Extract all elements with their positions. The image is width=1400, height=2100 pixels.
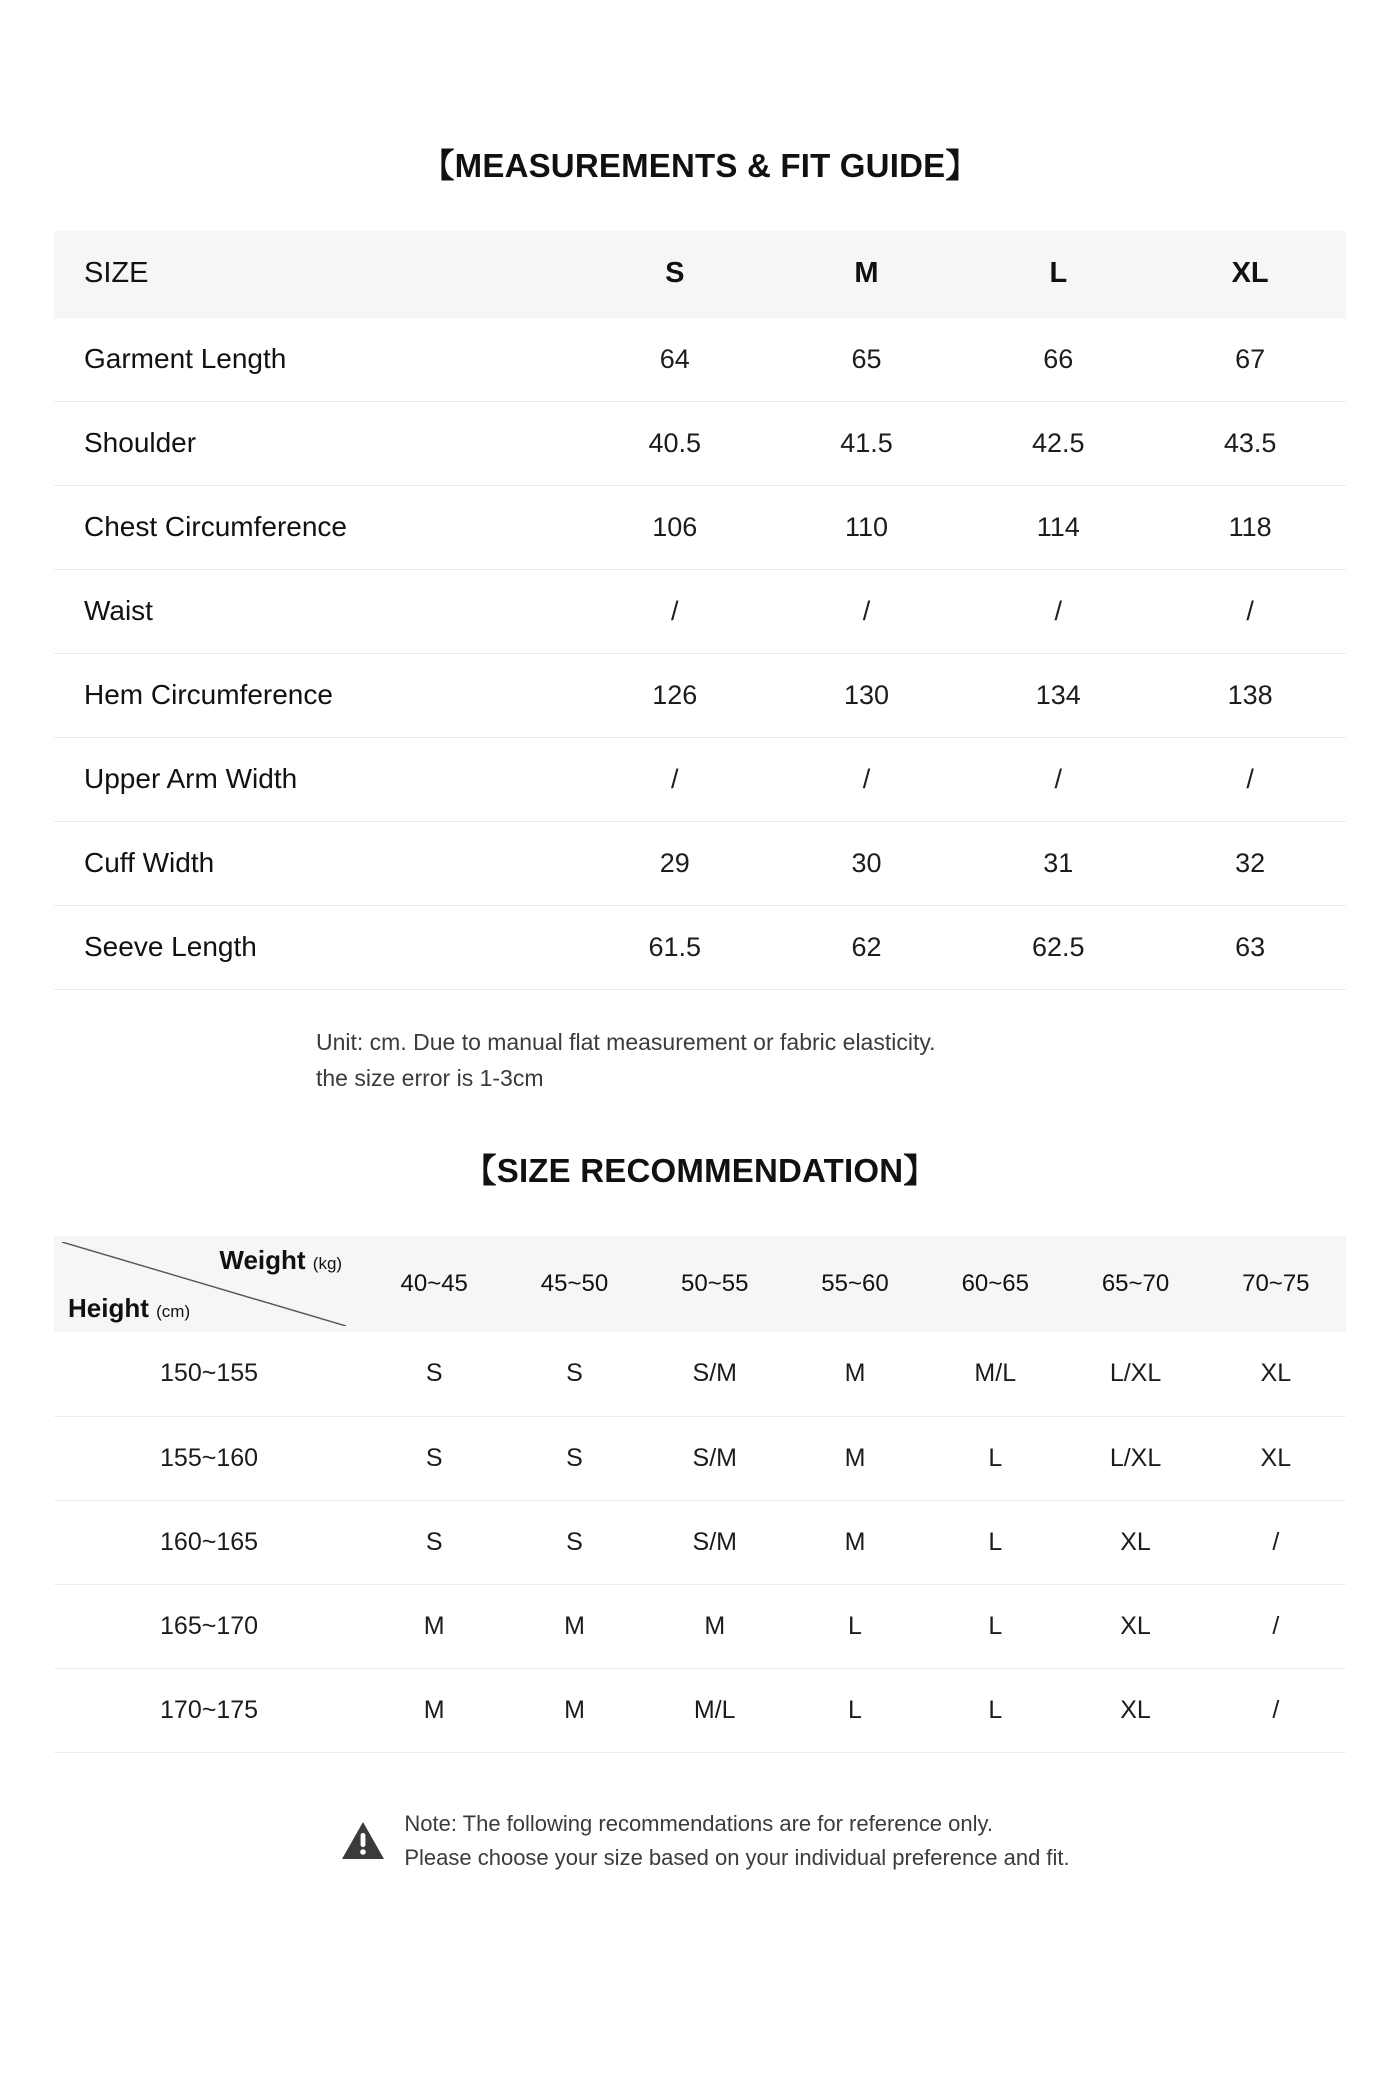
height-range-label: 160~165 [54, 1500, 364, 1584]
cell-size: M [504, 1584, 644, 1668]
cell-size: M/L [645, 1668, 785, 1752]
cell-value: 29 [579, 821, 771, 905]
cell-value: 43.5 [1154, 401, 1346, 485]
cell-size: M [785, 1416, 925, 1500]
cell-value: 42.5 [962, 401, 1154, 485]
measurements-title: 【MEASUREMENTS & FIT GUIDE】 [421, 147, 979, 184]
measurements-table-wrap [28, 231, 1372, 1097]
cell-size: L [785, 1584, 925, 1668]
cell-size: XL [1065, 1668, 1205, 1752]
cell-value: / [771, 737, 963, 821]
cell-value: 62.5 [962, 905, 1154, 989]
cell-value: 32 [1154, 821, 1346, 905]
cell-value: 64 [579, 317, 771, 401]
recommendation-table [54, 1236, 1346, 1753]
table-row [54, 1584, 1346, 1668]
recommendation-table-body [54, 1332, 1346, 1752]
cell-size: M [364, 1668, 504, 1752]
weight-range-header: 50~55 [645, 1236, 785, 1332]
row-label: Cuff Width [54, 821, 579, 905]
cell-size: M/L [925, 1332, 1065, 1416]
weight-range-header: 55~60 [785, 1236, 925, 1332]
unit-note-line-2: the size error is 1-3cm [316, 1065, 544, 1092]
footer-note-line-2: Please choose your size based on your individual preference and fit. [404, 1844, 1070, 1870]
cell-size: XL [1206, 1416, 1346, 1500]
col-header-xl: XL [1154, 231, 1346, 317]
row-label: Waist [54, 569, 579, 653]
cell-size: S/M [645, 1332, 785, 1416]
measurements-table-head [54, 231, 1346, 317]
cell-value: 110 [771, 485, 963, 569]
cell-size: XL [1206, 1332, 1346, 1416]
cell-size: M [364, 1584, 504, 1668]
cell-value: 62 [771, 905, 963, 989]
footer-note-text [404, 1807, 1069, 1875]
cell-value: 134 [962, 653, 1154, 737]
table-row [54, 653, 1346, 737]
cell-value: 61.5 [579, 905, 771, 989]
height-range-label: 150~155 [54, 1332, 364, 1416]
cell-value: / [1154, 737, 1346, 821]
cell-value: 66 [962, 317, 1154, 401]
table-row [54, 317, 1346, 401]
col-header-s: S [579, 231, 771, 317]
cell-value: 63 [1154, 905, 1346, 989]
height-range-label: 170~175 [54, 1668, 364, 1752]
weight-range-header: 45~50 [504, 1236, 644, 1332]
cell-size: S [364, 1416, 504, 1500]
recommendation-title: 【SIZE RECOMMENDATION】 [463, 1152, 937, 1190]
row-label: Hem Circumference [54, 653, 579, 737]
cell-size: L/XL [1065, 1332, 1205, 1416]
cell-size: M [645, 1584, 785, 1668]
cell-size: M [785, 1500, 925, 1584]
cell-value: / [962, 737, 1154, 821]
cell-size: S [504, 1332, 644, 1416]
measurements-table-body [54, 317, 1346, 989]
height-axis-label: Height (cm) [68, 1293, 191, 1324]
cell-value: 40.5 [579, 401, 771, 485]
weight-range-header: 70~75 [1206, 1236, 1346, 1332]
cell-value: / [962, 569, 1154, 653]
cell-value: / [579, 569, 771, 653]
table-row [54, 1416, 1346, 1500]
cell-size: L [785, 1668, 925, 1752]
table-row [54, 905, 1346, 989]
recommendation-table-wrap [28, 1236, 1372, 1875]
cell-size: S [364, 1500, 504, 1584]
weight-axis-label: Weight (kg) [219, 1245, 343, 1276]
row-label: Shoulder [54, 401, 579, 485]
cell-size: S/M [645, 1416, 785, 1500]
row-label: Upper Arm Width [54, 737, 579, 821]
cell-size: M [785, 1332, 925, 1416]
cell-size: M [504, 1668, 644, 1752]
cell-size: / [1206, 1500, 1346, 1584]
table-header-row [54, 231, 1346, 317]
cell-value: 106 [579, 485, 771, 569]
cell-value: / [1154, 569, 1346, 653]
recommendation-table-head [54, 1236, 1346, 1332]
cell-value: / [771, 569, 963, 653]
table-row [54, 1332, 1346, 1416]
cell-value: 31 [962, 821, 1154, 905]
cell-value: / [579, 737, 771, 821]
cell-value: 138 [1154, 653, 1346, 737]
cell-size: L/XL [1065, 1416, 1205, 1500]
cell-value: 41.5 [771, 401, 963, 485]
cell-size: / [1206, 1668, 1346, 1752]
weight-range-header: 60~65 [925, 1236, 1065, 1332]
table-row [54, 737, 1346, 821]
row-label: Seeve Length [54, 905, 579, 989]
col-header-size: SIZE [54, 231, 579, 317]
cell-value: 30 [771, 821, 963, 905]
table-row [54, 401, 1346, 485]
table-row [54, 485, 1346, 569]
footer-note-line-1: Note: The following recommendations are for reference only. [404, 1810, 993, 1836]
cell-size: / [1206, 1584, 1346, 1668]
unit-note [54, 1024, 1346, 1098]
unit-note-line-1: Unit: cm. Due to manual flat measurement or fabric elasticity. [316, 1028, 936, 1055]
col-header-l: L [962, 231, 1154, 317]
cell-value: 67 [1154, 317, 1346, 401]
table-header-row [54, 1236, 1346, 1332]
cell-size: L [925, 1416, 1065, 1500]
cell-size: S [504, 1416, 644, 1500]
cell-value: 118 [1154, 485, 1346, 569]
cell-value: 130 [771, 653, 963, 737]
table-row [54, 821, 1346, 905]
cell-size: XL [1065, 1584, 1205, 1668]
height-range-label: 155~160 [54, 1416, 364, 1500]
cell-value: 126 [579, 653, 771, 737]
table-row [54, 1500, 1346, 1584]
cell-size: L [925, 1668, 1065, 1752]
cell-size: S [504, 1500, 644, 1584]
col-header-m: M [771, 231, 963, 317]
corner-header-cell [54, 1236, 364, 1332]
row-label: Chest Circumference [54, 485, 579, 569]
weight-range-header: 40~45 [364, 1236, 504, 1332]
table-row [54, 1668, 1346, 1752]
row-label: Garment Length [54, 317, 579, 401]
cell-size: S/M [645, 1500, 785, 1584]
cell-size: XL [1065, 1500, 1205, 1584]
table-row [54, 569, 1346, 653]
cell-value: 114 [962, 485, 1154, 569]
measurements-table [54, 231, 1346, 990]
footer-note [54, 1807, 1346, 1875]
cell-size: L [925, 1584, 1065, 1668]
weight-range-header: 65~70 [1065, 1236, 1205, 1332]
warning-triangle-icon [340, 1818, 386, 1864]
cell-size: L [925, 1500, 1065, 1584]
height-range-label: 165~170 [54, 1584, 364, 1668]
cell-size: S [364, 1332, 504, 1416]
cell-value: 65 [771, 317, 963, 401]
